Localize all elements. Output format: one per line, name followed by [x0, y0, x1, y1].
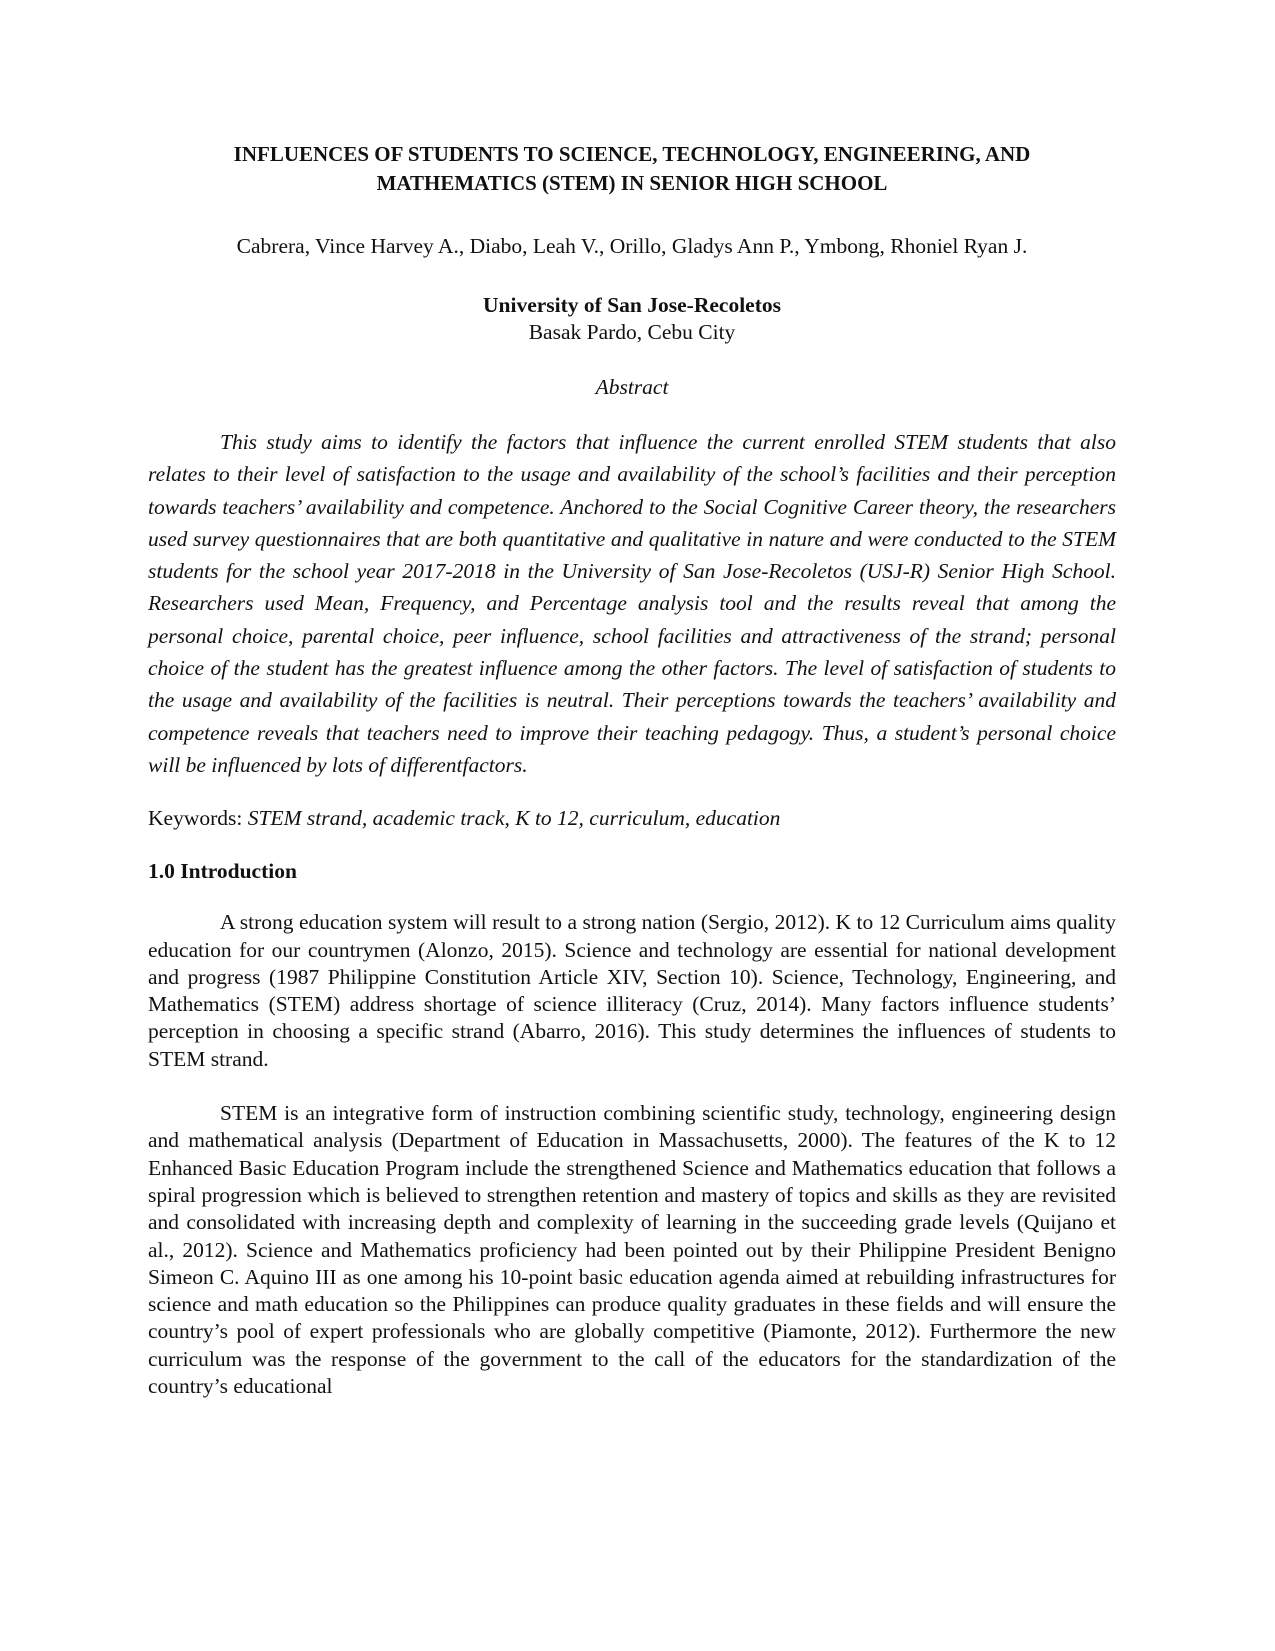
keywords — [148, 804, 1116, 833]
introduction-paragraph-2: STEM is an integrative form of instruction combining scientific study, technology, engineering design and mathematical analysis (Department of Education in Massachusetts, 2000). The features of the K to 12 Enhanced Basic Education Program include the strengthened Science and Mathematics education that follows a spiral progression which is believed to strengthen retention and mastery of topics and skills as they are revisited and consolidated with increasing depth and complexity of learning in the succeeding grade levels (Quijano et al., 2012). Science and Mathematics proficiency had been pointed out by their Philippine President Benigno Simeon C. Aquino III as one among his 10-point basic education agenda aimed at rebuilding infrastructures for science and math education so the Philippines can produce quality graduates in these fields and will ensure the country’s pool of expert professionals who are globally competitive (Piamonte, 2012). Furthermore the new curriculum was the response of the government to the call of the educators for the standardization of the country’s educational — [148, 1101, 1116, 1399]
introduction-heading: 1.0 Introduction — [148, 859, 297, 884]
keywords-label: Keywords: — [148, 806, 248, 831]
paper-title — [148, 140, 1116, 198]
author-list: Cabrera, Vince Harvey A., Diabo, Leah V., Orillo, Gladys Ann P., Ymbong, Rhoniel Ryan J. — [236, 234, 1028, 258]
affiliation — [148, 292, 1116, 346]
university-name: University of San Jose-Recoletos — [483, 293, 781, 317]
introduction-paragraph-1: A strong education system will result to a strong nation (Sergio, 2012). K to 12 Curriculum aims quality education for our countrymen (Alonzo, 2015). Science and technology are essential for national development and progress (1987 Philippine Constitution Article XIV, Section 10). Science, Technology, Engineering, and Mathematics (STEM) address shortage of science illiteracy (Cruz, 2014). Many factors influence students’ perception in choosing a specific strand (Abarro, 2016). This study determines the influences of students to STEM strand. — [148, 910, 1116, 1071]
paper-title-line-1: INFLUENCES OF STUDENTS TO SCIENCE, TECHNOLOGY, ENGINEERING, AND — [233, 142, 1031, 166]
keywords-list: STEM strand, academic track, K to 12, curriculum, education — [247, 806, 781, 831]
paper-title-line-2: MATHEMATICS (STEM) IN SENIOR HIGH SCHOOL — [376, 171, 888, 195]
abstract-heading: Abstract — [595, 375, 669, 399]
university-location: Basak Pardo, Cebu City — [528, 320, 736, 344]
paper-page — [148, 140, 1116, 1400]
abstract-body: This study aims to identify the factors that influence the current enrolled STEM students that also relates to their level of satisfaction to the usage and availability of the school’s facilities and their perception towards teachers’ availability and competence. Anchored to the Social Cognitive Career theory, the researchers used survey questionnaires that are both quantitative and qualitative in nature and were conducted to the STEM students for the school year 2017-2018 in the University of San Jose-Recoletos (USJ-R) Senior High School. Researchers used Mean, Frequency, and Percentage analysis tool and the results reveal that among the personal choice, parental choice, peer influence, school facilities and attractiveness of the strand; personal choice of the student has the greatest influence among the other factors. The level of satisfaction of students to the usage and availability of the facilities is neutral. Their perceptions towards the teachers’ availability and competence reveals that teachers need to improve their teaching pedagogy. Thus, a student’s personal choice will be influenced by lots of differentfactors. — [148, 430, 1116, 777]
